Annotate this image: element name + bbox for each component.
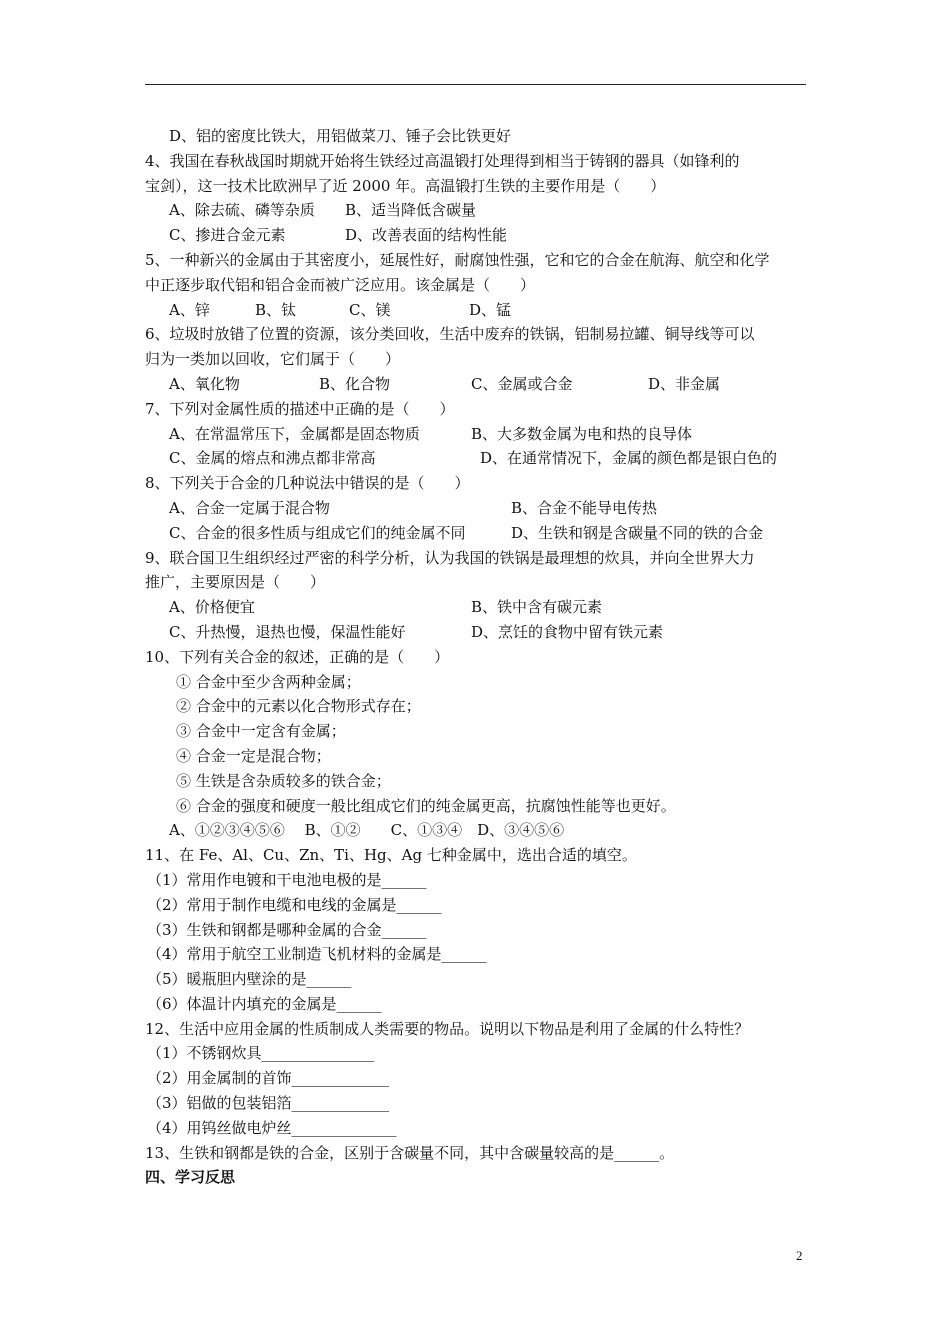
q3-option-d: D、铝的密度比铁大，用铝做菜刀、锤子会比铁更好	[169, 127, 512, 145]
q8-options-row1	[145, 496, 815, 521]
q12-item: （2）用金属制的首饰_____________	[147, 1069, 390, 1088]
q5-stem-line2: 中正逐步取代铝和铝合金而被广泛应用。该金属是（ ）	[145, 275, 536, 294]
q11-item: （5）暖瓶胆内壁涂的是______	[147, 970, 352, 989]
q12-item: （4）用钨丝做电炉丝______________	[147, 1118, 397, 1137]
q5-stem-line1: 5、一种新兴的金属由于其密度小，延展性好，耐腐蚀性强，它和它的合金在航海、航空和化学	[145, 250, 770, 269]
q4-option-a: A、除去硫、磷等杂质	[169, 201, 315, 220]
q4-option-c: C、掺进合金元素	[169, 226, 286, 245]
q10-item: ⑥ 合金的强度和硬度一般比组成它们的纯金属更高，抗腐蚀性能等也更好。	[176, 796, 676, 815]
q5-option-b: B、钛	[255, 300, 297, 319]
q9-option-b: B、铁中含有碳元素	[471, 598, 603, 617]
document-body	[145, 124, 815, 1190]
q5-option-a: A、锌	[169, 300, 210, 319]
q10-item: ④ 合金一定是混合物；	[176, 746, 331, 765]
q10-item: ⑤ 生铁是含杂质较多的铁合金；	[176, 771, 391, 790]
q11-item: （6）体温计内填充的金属是______	[147, 994, 382, 1013]
q12-stem: 12、生活中应用金属的性质制成人类需要的物品。说明以下物品是利用了金属的什么特性？	[145, 1019, 750, 1038]
q9-option-d: D、烹饪的食物中留有铁元素	[471, 622, 664, 641]
q7-option-b: B、大多数金属为电和热的良导体	[471, 424, 693, 443]
q5-option-c: C、镁	[349, 300, 391, 319]
q6-option-c: C、金属或合金	[471, 374, 573, 393]
q8-option-a: A、合金一定属于混合物	[169, 498, 330, 517]
q9-option-c: C、升热慢，退热也慢，保温性能好	[169, 622, 406, 641]
q6-stem-line1: 6、垃圾时放错了位置的资源，该分类回收，生活中废弃的铁锅，铝制易拉罐、铜导线等可以	[145, 325, 755, 344]
q4-options-row1	[145, 198, 815, 223]
q7-option-c: C、金属的熔点和沸点都非常高	[169, 449, 376, 468]
q8-option-c: C、合金的很多性质与组成它们的纯金属不同	[169, 523, 466, 542]
q8-options-row2	[145, 521, 815, 546]
q9-stem-line1: 9、联合国卫生组织经过严密的科学分析，认为我国的铁锅是最理想的炊具，并向全世界大力	[145, 548, 755, 567]
page-number: 2	[796, 1248, 803, 1263]
q5-options	[145, 298, 815, 323]
section-heading-reflection: 四、学习反思	[145, 1168, 236, 1187]
q4-option-b: B、适当降低含碳量	[345, 201, 477, 220]
q10-options: A、①②③④⑤⑥ B、①② C、①③④ D、③④⑤⑥	[169, 821, 565, 840]
q7-options-row1	[145, 422, 815, 447]
q7-stem: 7、下列对金属性质的描述中正确的是（ ）	[145, 399, 455, 418]
q8-option-b: B、合金不能导电传热	[511, 498, 658, 517]
q4-stem-line2: 宝剑），这一技术比欧洲早了近 2000 年。高温锻打生铁的主要作用是（ ）	[145, 176, 666, 195]
q10-item: ② 合金中的元素以化合物形式存在；	[176, 697, 421, 716]
q8-stem: 8、下列关于合金的几种说法中错误的是（ ）	[145, 474, 470, 493]
q9-stem-line2: 推广，主要原因是（ ）	[145, 573, 326, 592]
q6-options	[145, 372, 815, 397]
q11-item: （4）常用于航空工业制造飞机材料的金属是______	[147, 945, 487, 964]
q4-stem-line1: 4、我国在春秋战国时期就开始将生铁经过高温锻打处理得到相当于铸钢的器具（如锋利的	[145, 151, 740, 170]
q12-item: （3）铝做的包装铝箔_____________	[147, 1094, 390, 1113]
q6-option-b: B、化合物	[319, 374, 391, 393]
header-rule	[145, 84, 806, 85]
q6-option-d: D、非金属	[648, 374, 721, 393]
q10-item: ③ 合金中一定含有金属；	[176, 722, 346, 741]
q11-stem: 11、在 Fe、Al、Cu、Zn、Ti、Hg、Ag 七种金属中，选出合适的填空。	[145, 846, 637, 865]
q9-options-row1	[145, 595, 815, 620]
q12-item: （1）不锈钢炊具_______________	[147, 1044, 375, 1063]
q8-option-d: D、生铁和钢是含碳量不同的铁的合金	[511, 523, 764, 542]
q5-option-d: D、锰	[469, 300, 512, 319]
q6-option-a: A、氧化物	[169, 374, 240, 393]
q10-item: ① 合金中至少含两种金属；	[176, 672, 361, 691]
q4-option-d: D、改善表面的结构性能	[345, 226, 508, 245]
q11-item: （2）常用于制作电缆和电线的金属是______	[147, 895, 442, 914]
q4-options-row2	[145, 223, 815, 248]
q7-options-row2	[145, 446, 815, 471]
q9-option-a: A、价格便宜	[169, 598, 255, 617]
q9-options-row2	[145, 620, 815, 645]
q6-stem-line2: 归为一类加以回收，它们属于（ ）	[145, 350, 401, 369]
q7-option-d: D、在通常情况下，金属的颜色都是银白色的	[480, 449, 778, 468]
q10-stem: 10、下列有关合金的叙述，正确的是（ ）	[145, 647, 450, 666]
q13-stem: 13、生铁和钢都是铁的合金，区别于含碳量不同，其中含碳量较高的是______。	[145, 1143, 675, 1162]
q11-item: （1）常用作电镀和干电池电极的是______	[147, 870, 427, 889]
q11-item: （3）生铁和钢都是哪种金属的合金______	[147, 920, 427, 939]
q7-option-a: A、在常温常压下，金属都是固态物质	[169, 424, 420, 443]
